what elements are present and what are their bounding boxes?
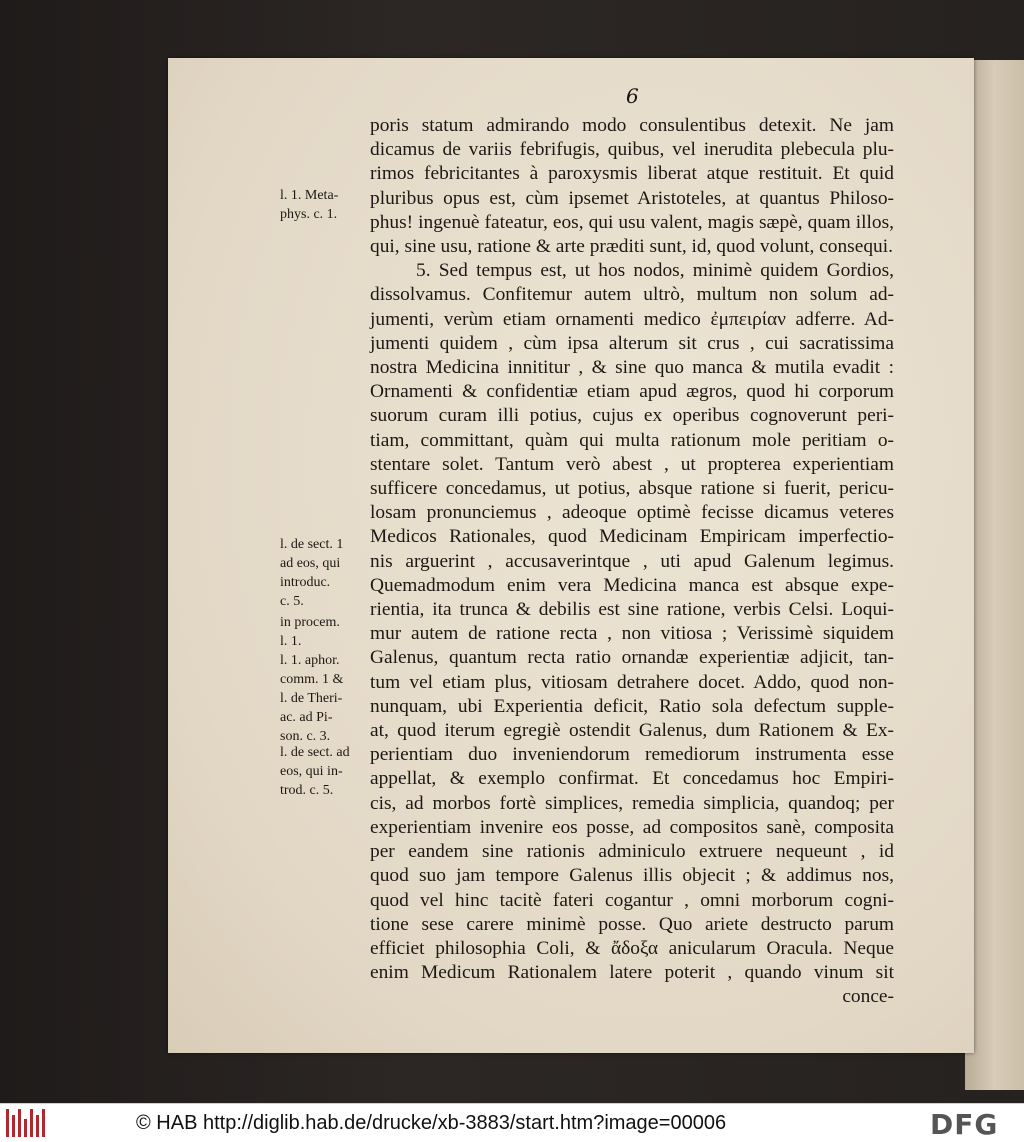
text-line: conce-: [842, 986, 894, 1008]
margin-note: [280, 535, 375, 611]
text-line: quod suo jam tempore Galenus illis objecit ; & addimus nos,: [370, 865, 894, 887]
margin-note-line: trod. c. 5.: [280, 783, 334, 798]
text-line: jumenti quidem , cùm ipsa alterum sit crus , cui sacratissima: [370, 332, 894, 354]
text-line: Ornamenti & confidentiæ etiam apud ægros, quod hi corporum: [370, 381, 894, 403]
text-line: losam pronunciemus , adeoque optimè fecisse dicamus veteres: [370, 502, 894, 524]
text-line: perientiam duo inveniendorum remediorum instrumenta esse: [370, 744, 894, 766]
text-line: phus! ingenuè fateatur, eos, qui usu valent, magis sæpè, quam illos,: [370, 211, 894, 233]
margin-note-line: comm. 1 &: [280, 672, 344, 687]
text-line: experientiam invenire eos posse, ad compositos sanè, composita: [370, 816, 894, 838]
margin-note-line: l. de sect. ad: [280, 745, 350, 760]
margin-note-line: l. de sect. 1: [280, 537, 344, 552]
text-line: suorum curam illi potius, cujus ex operibus cognoverunt peri-: [370, 405, 894, 427]
margin-note: [280, 613, 375, 651]
margin-note-line: l. de Theri-: [280, 691, 343, 706]
text-line: tum vel etiam plus, vitiosam detrahere docet. Addo, quod non-: [370, 671, 894, 693]
text-line: rientia, ita trunca & debilis est sine ratione, verbis Celsi. Loqui-: [370, 599, 894, 621]
text-line: dicamus de variis febrifugis, quibus, vel inerudita plebecula plu-: [370, 139, 894, 161]
margin-note-line: c. 5.: [280, 594, 304, 609]
text-line: sufficere concedamus, ut potius, absque ratione si fuerit, pericu-: [370, 478, 894, 500]
hab-logo-icon: [6, 1109, 46, 1137]
margin-note-line: in procem.: [280, 615, 340, 630]
margin-note-line: l. 1.: [280, 634, 302, 649]
text-line: qui, sine usu, ratione & arte præditi sunt, id, quod volunt, consequi.: [370, 236, 893, 258]
margin-note-line: son. c. 3.: [280, 729, 331, 744]
margin-note-line: introduc.: [280, 575, 331, 590]
margin-note: [280, 186, 375, 224]
text-line: quod vel hinc tacitè fateri cogantur , omni morborum cogni-: [370, 889, 894, 911]
margin-note-line: l. 1. aphor.: [280, 653, 340, 668]
margin-note-line: ad eos, qui: [280, 556, 341, 571]
text-line: at, quod iterum egregiè ostendit Galenus, dum Rationem & Ex-: [370, 720, 894, 742]
text-line: 5. Sed tempus est, ut hos nodos, minimè quidem Gordios,: [416, 260, 894, 282]
text-line: nis arguerint , accusaverintque , uti apud Galenum legimus.: [370, 550, 894, 572]
copyright-url[interactable]: © HAB http://diglib.hab.de/drucke/xb-3883/start.htm?image=00006: [136, 1112, 727, 1134]
text-line: tiam, committant, quàm qui multa rationum mole peritiam o-: [370, 429, 894, 451]
text-line: tione sese carere minimè posse. Quo ariete destructo parum: [370, 913, 894, 935]
dfg-logo: DFG: [930, 1108, 999, 1141]
text-line: Galenus, quantum recta ratio ornandæ experientiæ adjicit, tan-: [370, 647, 894, 669]
text-line: cis, ad morbos fortè simplices, remedia simplicia, quandoq; per: [370, 792, 894, 814]
text-line: stentare solet. Tantum verò abest , ut propterea experientiam: [370, 453, 894, 475]
text-line: pluribus opus est, cùm ipsemet Aristoteles, at quantus Philoso-: [370, 187, 894, 209]
main-text-block: [370, 114, 894, 1010]
text-line: efficiet philosophia Coli, & ἄδοξα anicularum Oracula. Neque: [370, 937, 894, 959]
margin-note: [280, 743, 375, 800]
text-line: enim Medicum Rationalem latere poterit , quando vinum sit: [370, 962, 894, 984]
text-line: nunquam, ubi Experientia deficit, Ratio sola defectum supple-: [370, 695, 894, 717]
margin-note-line: l. 1. Meta-: [280, 188, 339, 203]
text-line: rimos febricitantes à paroxysmis liberat atque restituit. Et quid: [370, 163, 894, 185]
margin-note-line: ac. ad Pi-: [280, 710, 333, 725]
page-number: 6: [626, 84, 639, 108]
text-line: mur autem de ratione recta , non vitiosa ; Verissimè siquidem: [370, 623, 894, 645]
text-line: dissolvamus. Confitemur autem ultrò, multum non solum ad-: [370, 284, 894, 306]
margin-note: [280, 651, 375, 746]
text-line: poris statum admirando modo consulentibus detexit. Ne jam: [370, 115, 894, 136]
text-line: per eandem sine rationis adminiculo extruere nequeunt , id: [370, 841, 894, 863]
text-line: Quemadmodum enim vera Medicina manca est absque expe-: [370, 574, 894, 596]
footer-bar: [0, 1103, 1024, 1142]
margin-note-line: eos, qui in-: [280, 764, 343, 779]
margin-note-line: phys. c. 1.: [280, 207, 338, 222]
text-line: appellat, & exemplo confirmat. Et concedamus hoc Empiri-: [370, 768, 894, 790]
text-line: nostra Medicina innititur , & sine quo manca & mutila evadit :: [370, 357, 894, 379]
text-line: Medicos Rationales, quod Medicinam Empiricam imperfectio-: [370, 526, 894, 548]
text-line: jumenti, verùm etiam ornamenti medico ἐμπειρίαν adferre. Ad-: [370, 308, 894, 330]
